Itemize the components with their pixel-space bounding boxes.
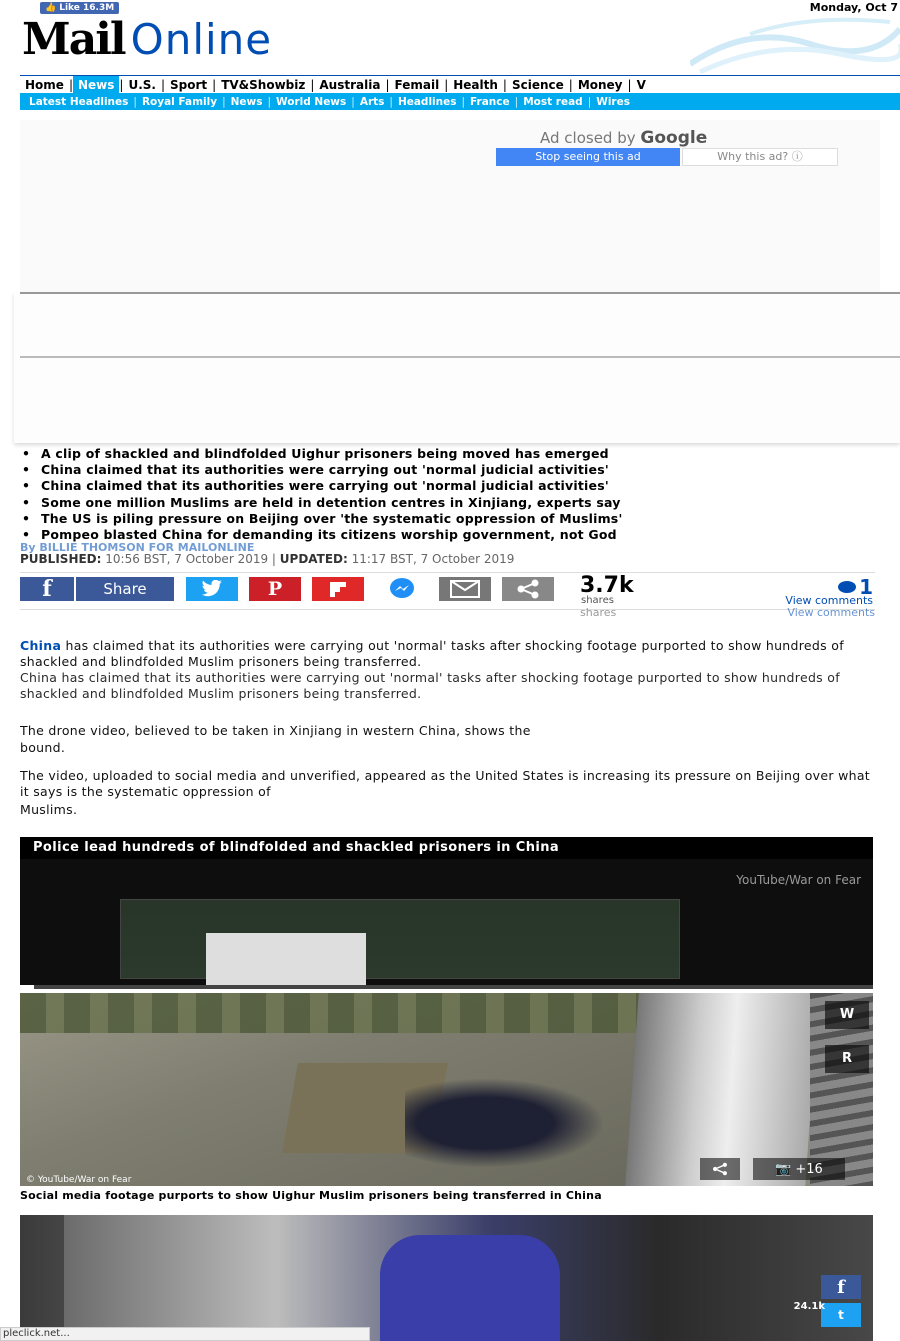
paragraph-text: has claimed that its authorities were carrying out 'normal' tasks after shocking footage purported to show hundreds of shackled and blindfolded Muslim prisoners being transferred. (20, 638, 844, 669)
subnav-item-latest-headlines[interactable]: Latest Headlines (29, 95, 129, 108)
photo2-side-toolbar (20, 1215, 64, 1341)
nav-item-home[interactable]: Home (25, 77, 64, 92)
video-progress-fill (20, 985, 34, 989)
divider (20, 292, 900, 294)
updated-label: UPDATED: (279, 552, 348, 566)
subnav-item-royal-family[interactable]: Royal Family (141, 95, 218, 108)
video-watermark: YouTube/War on Fear (736, 873, 861, 887)
facebook-like-button[interactable] (40, 2, 119, 14)
photo-trees (20, 993, 640, 1033)
subnav-separator: | (267, 95, 272, 108)
video-player[interactable] (20, 859, 873, 989)
share-more-icon[interactable] (502, 577, 554, 601)
nav-separator: | (444, 77, 449, 92)
nav-separator: | (310, 77, 315, 92)
ad-closed-brand: Google (640, 128, 708, 148)
nav-separator: | (502, 77, 507, 92)
ghost-comments-label: View comments (787, 606, 875, 619)
pinterest-icon[interactable]: P (249, 577, 301, 601)
floating-twitter-icon[interactable]: t (821, 1303, 861, 1327)
photo-credit: © YouTube/War on Fear (26, 1175, 132, 1185)
email-icon[interactable] (439, 577, 491, 601)
nav-item-health[interactable]: Health (453, 77, 498, 92)
subnav-separator: | (222, 95, 226, 108)
logo-mail: Mail (22, 14, 125, 65)
subnav-item-france[interactable]: France (470, 95, 510, 108)
nav-item-v[interactable]: V (636, 77, 646, 92)
comment-bubble-icon (838, 581, 856, 593)
ad-closed-text: Ad closed by (540, 129, 636, 147)
nav-item-sport[interactable]: Sport (170, 77, 208, 92)
updated-time: 11:17 BST, 7 October 2019 (351, 552, 515, 566)
article-paragraph (20, 638, 875, 669)
nav-item-tv-showbiz[interactable]: TV&Showbiz (221, 77, 306, 92)
photo-badge-r: R (825, 1045, 869, 1073)
nav-separator: | (160, 77, 166, 92)
nav-item-money[interactable]: Money (577, 77, 623, 92)
video-frame (120, 899, 680, 979)
paragraph-tail: bound. (20, 739, 66, 755)
paragraph-lead: China (20, 670, 58, 685)
published-label: PUBLISHED: (20, 552, 102, 566)
facebook-icon[interactable]: f (20, 577, 74, 601)
nav-separator: | (627, 77, 632, 92)
article-paragraph (20, 723, 875, 755)
thumbs-up-icon: 👍 (45, 3, 57, 13)
paragraph-text: The drone video, believed to be taken in Xinjiang in western China, shows the (20, 723, 531, 738)
flipboard-icon[interactable] (312, 577, 364, 601)
subnav-item-wires[interactable]: Wires (596, 95, 630, 108)
messenger-icon[interactable] (376, 577, 428, 601)
summary-bullet: • Some one million Muslims are held in detention centres in Xinjiang, experts say (22, 495, 882, 511)
subnav-separator: | (587, 95, 592, 108)
publish-info: PUBLISHED: 10:56 BST, 7 October 2019 | UPDATED: 11:17 BST, 7 October 2019 (20, 552, 515, 566)
summary-bullet: • Pompeo blasted China for demanding its citizens worship government, not God (22, 527, 882, 543)
subnav-separator: | (351, 95, 355, 108)
article-paragraph-duplicate (20, 670, 875, 701)
video-frame-panel (206, 933, 366, 985)
secondary-nav (20, 93, 900, 110)
subnav-separator: | (133, 95, 137, 108)
nav-separator: | (568, 77, 573, 92)
subnav-item-world-news[interactable]: World News (276, 95, 347, 108)
photo-crowd (405, 1078, 605, 1168)
subnav-item-news[interactable]: News (230, 95, 263, 108)
summary-bullet: • A clip of shackled and blindfolded Uighur prisoners being moved has emerged (22, 446, 882, 462)
nav-item-u-s-[interactable]: U.S. (128, 77, 156, 92)
nav-separator: | (212, 77, 217, 92)
share-count-label: shares (581, 595, 614, 606)
article-photo-2[interactable] (20, 1215, 873, 1341)
subnav-item-arts[interactable]: Arts (359, 95, 385, 108)
photo-share-icon[interactable] (700, 1158, 740, 1180)
photo2-figure (380, 1235, 560, 1341)
browser-status-url: pleclick.net... (0, 1327, 370, 1341)
decorative-wave-graphic (690, 14, 900, 74)
photo-caption: Social media footage purports to show Uighur Muslim prisoners being transferred in China (20, 1189, 602, 1202)
site-logo[interactable] (22, 14, 273, 65)
paragraph-text: The video, uploaded to social media and unverified, appeared as the United States is increasing its pressure on Beijing over what it says is the systematic oppression of (20, 768, 870, 799)
comment-count-value: 1 (859, 575, 873, 599)
nav-item-science[interactable]: Science (511, 77, 564, 92)
overlay-panel (14, 293, 900, 443)
photo-gallery-button[interactable] (753, 1158, 845, 1180)
nav-separator: | (68, 77, 73, 92)
camera-icon: 📷 (775, 1161, 792, 1177)
ad-closed-notice (540, 128, 707, 148)
summary-bullet: • China claimed that its authorities were carrying out 'normal judicial activities' (22, 478, 882, 494)
floating-share-count: 24.1k (793, 1301, 825, 1312)
ad-slot (20, 120, 880, 295)
subnav-item-headlines[interactable]: Headlines (397, 95, 457, 108)
china-link[interactable]: China (20, 638, 62, 653)
paragraph-tail: Muslims. (20, 802, 78, 817)
share-count: 3.7k (580, 573, 634, 598)
nav-item-news[interactable]: News (73, 76, 119, 94)
nav-item-femail[interactable]: Femail (394, 77, 440, 92)
paragraph-text: has claimed that its authorities were carrying out 'normal' tasks after shocking footage purported to show hundreds of shackled and blindfolded Muslim prisoners being transferred. (20, 670, 840, 701)
photo-badge-w: W (825, 1001, 869, 1029)
share-bar (20, 572, 875, 610)
divider (20, 356, 900, 358)
facebook-share-button[interactable]: Share (76, 577, 174, 601)
video-progress-bar[interactable] (20, 985, 873, 989)
logo-online: Online (130, 15, 273, 64)
nav-separator: | (385, 77, 390, 92)
subnav-item-most-read[interactable]: Most read (523, 95, 583, 108)
ghost-share-row (20, 606, 875, 622)
why-this-ad-button[interactable]: Why this ad? ⓘ (682, 148, 838, 166)
article-photo[interactable] (20, 993, 873, 1186)
like-count: Like 16.3M (59, 3, 115, 13)
nav-item-australia[interactable]: Australia (319, 77, 381, 92)
subnav-separator: | (461, 95, 466, 108)
byline[interactable]: By BILLIE THOMSON FOR MAILONLINE (20, 541, 255, 554)
summary-bullet: • China claimed that its authorities were carrying out 'normal judicial activities' (22, 462, 882, 478)
ghost-shares-label: shares (580, 606, 617, 619)
current-date: Monday, Oct 7 (809, 1, 898, 14)
gallery-count: +16 (795, 1161, 823, 1177)
article-summary-bullets (22, 446, 882, 543)
subnav-separator: | (389, 95, 393, 108)
published-time: 10:56 BST, 7 October 2019 (105, 552, 269, 566)
view-comments-link[interactable]: View comments (785, 594, 873, 607)
video-title: Police lead hundreds of blindfolded and shackled prisoners in China (20, 837, 873, 859)
floating-facebook-icon[interactable]: f (821, 1275, 861, 1299)
article-paragraph (20, 768, 875, 818)
nav-separator: | (119, 77, 124, 92)
primary-nav (20, 75, 900, 93)
summary-bullet: • The US is piling pressure on Beijing over 'the systematic oppression of Muslims' (22, 511, 882, 527)
twitter-icon[interactable] (186, 577, 238, 601)
stop-seeing-ad-button[interactable]: Stop seeing this ad (496, 148, 680, 166)
subnav-separator: | (514, 95, 519, 108)
